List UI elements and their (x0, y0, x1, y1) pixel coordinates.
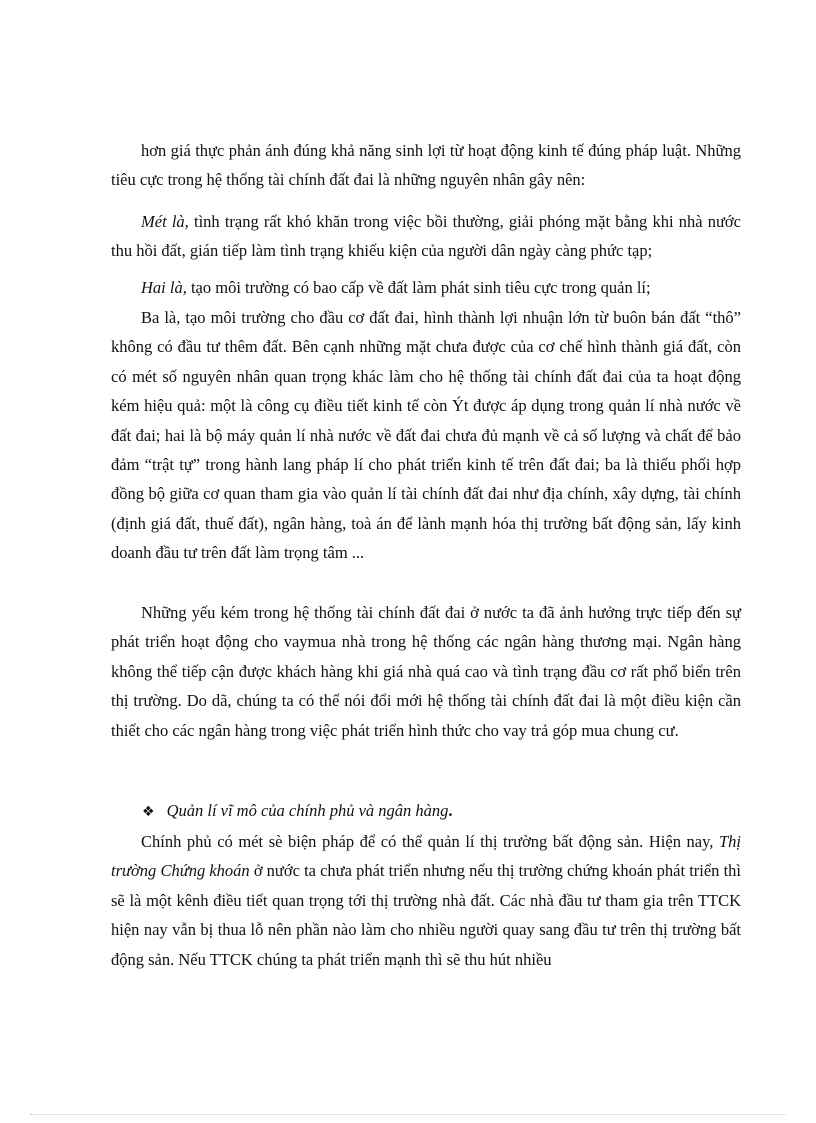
paragraph-3-text: tạo môi trường có bao cấp về đất làm phát sinh tiêu cực trong quản lí; (186, 278, 651, 297)
section-heading-period: . (448, 801, 453, 820)
paragraph-2-text: tình trạng rất khó khăn trong việc bồi thường, giải phóng mặt bằng khi nhà nước thu hồi đất, gián tiếp làm tình trạng khiếu kiện của người dân ngày càng phức tạp; (111, 212, 741, 261)
section-heading (142, 796, 742, 827)
page-bottom-divider (30, 1114, 786, 1115)
paragraph-3 (111, 273, 741, 302)
section-heading-text: Quản lí vĩ mô của chính phủ và ngân hàng (166, 801, 449, 820)
paragraph-2 (111, 207, 741, 266)
paragraph-1 (111, 136, 741, 195)
paragraph-4-text: Ba là, tạo môi trường cho đầu cơ đất đai, hình thành lợi nhuận lớn từ buôn bán đất “thô” không có đầu tư thêm đất. Bên cạnh những mặt chưa được của cơ chế hình thành giá đất, còn có mét số nguyên nhân quan trọng khác làm cho hệ thống tài chính đất đai của ta hoạt động kém hiệu quả: một là công cụ điều tiết kinh tế còn Ýt được áp dụng trong quản lí nhà nước về đất đai; hai là bộ máy quản lí nhà nước về đất đai chưa đủ mạnh về cả số lượng và chất để bảo đảm “trật tự” trong hành lang pháp lí cho phát triển kinh tế trên đất đai; ba là thiếu phối hợp đồng bộ giữa cơ quan tham gia vào quản lí tài chính đất đai như địa chính, xây dựng, tài chính (định giá đất, thuế đất), ngân hàng, toà án để lành mạnh hóa thị trường bất động sản, lấy kinh doanh đầu tư trên đất làm trọng tâm ... (111, 308, 741, 563)
paragraph-2-lead: Mét là, (141, 212, 189, 231)
paragraph-6-italic: Thị trường Chứng khoán (111, 832, 741, 881)
paragraph-1-text: hơn giá thực phản ánh đúng khả năng sinh lợi từ hoạt động kinh tế đúng pháp luật. Những tiêu cực trong hệ thống tài chính đất đai là những nguyên nhân gây nên: (111, 141, 741, 190)
paragraph-6-text-before: Chính phủ có mét sè biện pháp để có thể quản lí thị trường bất động sản. Hiện nay, (141, 832, 719, 851)
paragraph-3-lead: Hai là, (141, 278, 187, 297)
paragraph-6-text-after: ở nước ta chưa phát triển nhưng nếu thị trường chứng khoán phát triển thì sẽ là một kênh điều tiết quan trọng tới thị trường nhà đất. Các nhà đầu tư tham gia trên TTCK hiện nay vẫn bị thua lỗ nên phần nào làm cho nhiều người quay sang đầu tư trên thị trường bất động sản. Nếu TTCK chúng ta phát triển mạnh thì sẽ thu hút nhiều (111, 861, 741, 969)
paragraph-5-text: Những yếu kém trong hệ thống tài chính đất đai ở nước ta đã ảnh hưởng trực tiếp đến sự phát triển hoạt động cho vaymua nhà trong hệ thống các ngân hàng thương mại. Ngân hàng không thể tiếp cận được khách hàng khi giá nhà quá cao và tình trạng đầu cơ rất phổ biến trên thị trường. Do dã, chúng ta có thể nói đổi mới hệ thống tài chính đất đai là một điều kiện cần thiết cho các ngân hàng trong việc phát triển hình thức cho vay trả góp mua chung cư. (111, 603, 741, 740)
diamond-bullet-icon: ❖ (142, 804, 155, 820)
paragraph-4 (111, 303, 741, 568)
paragraph-5 (111, 598, 741, 745)
paragraph-6 (111, 827, 741, 974)
